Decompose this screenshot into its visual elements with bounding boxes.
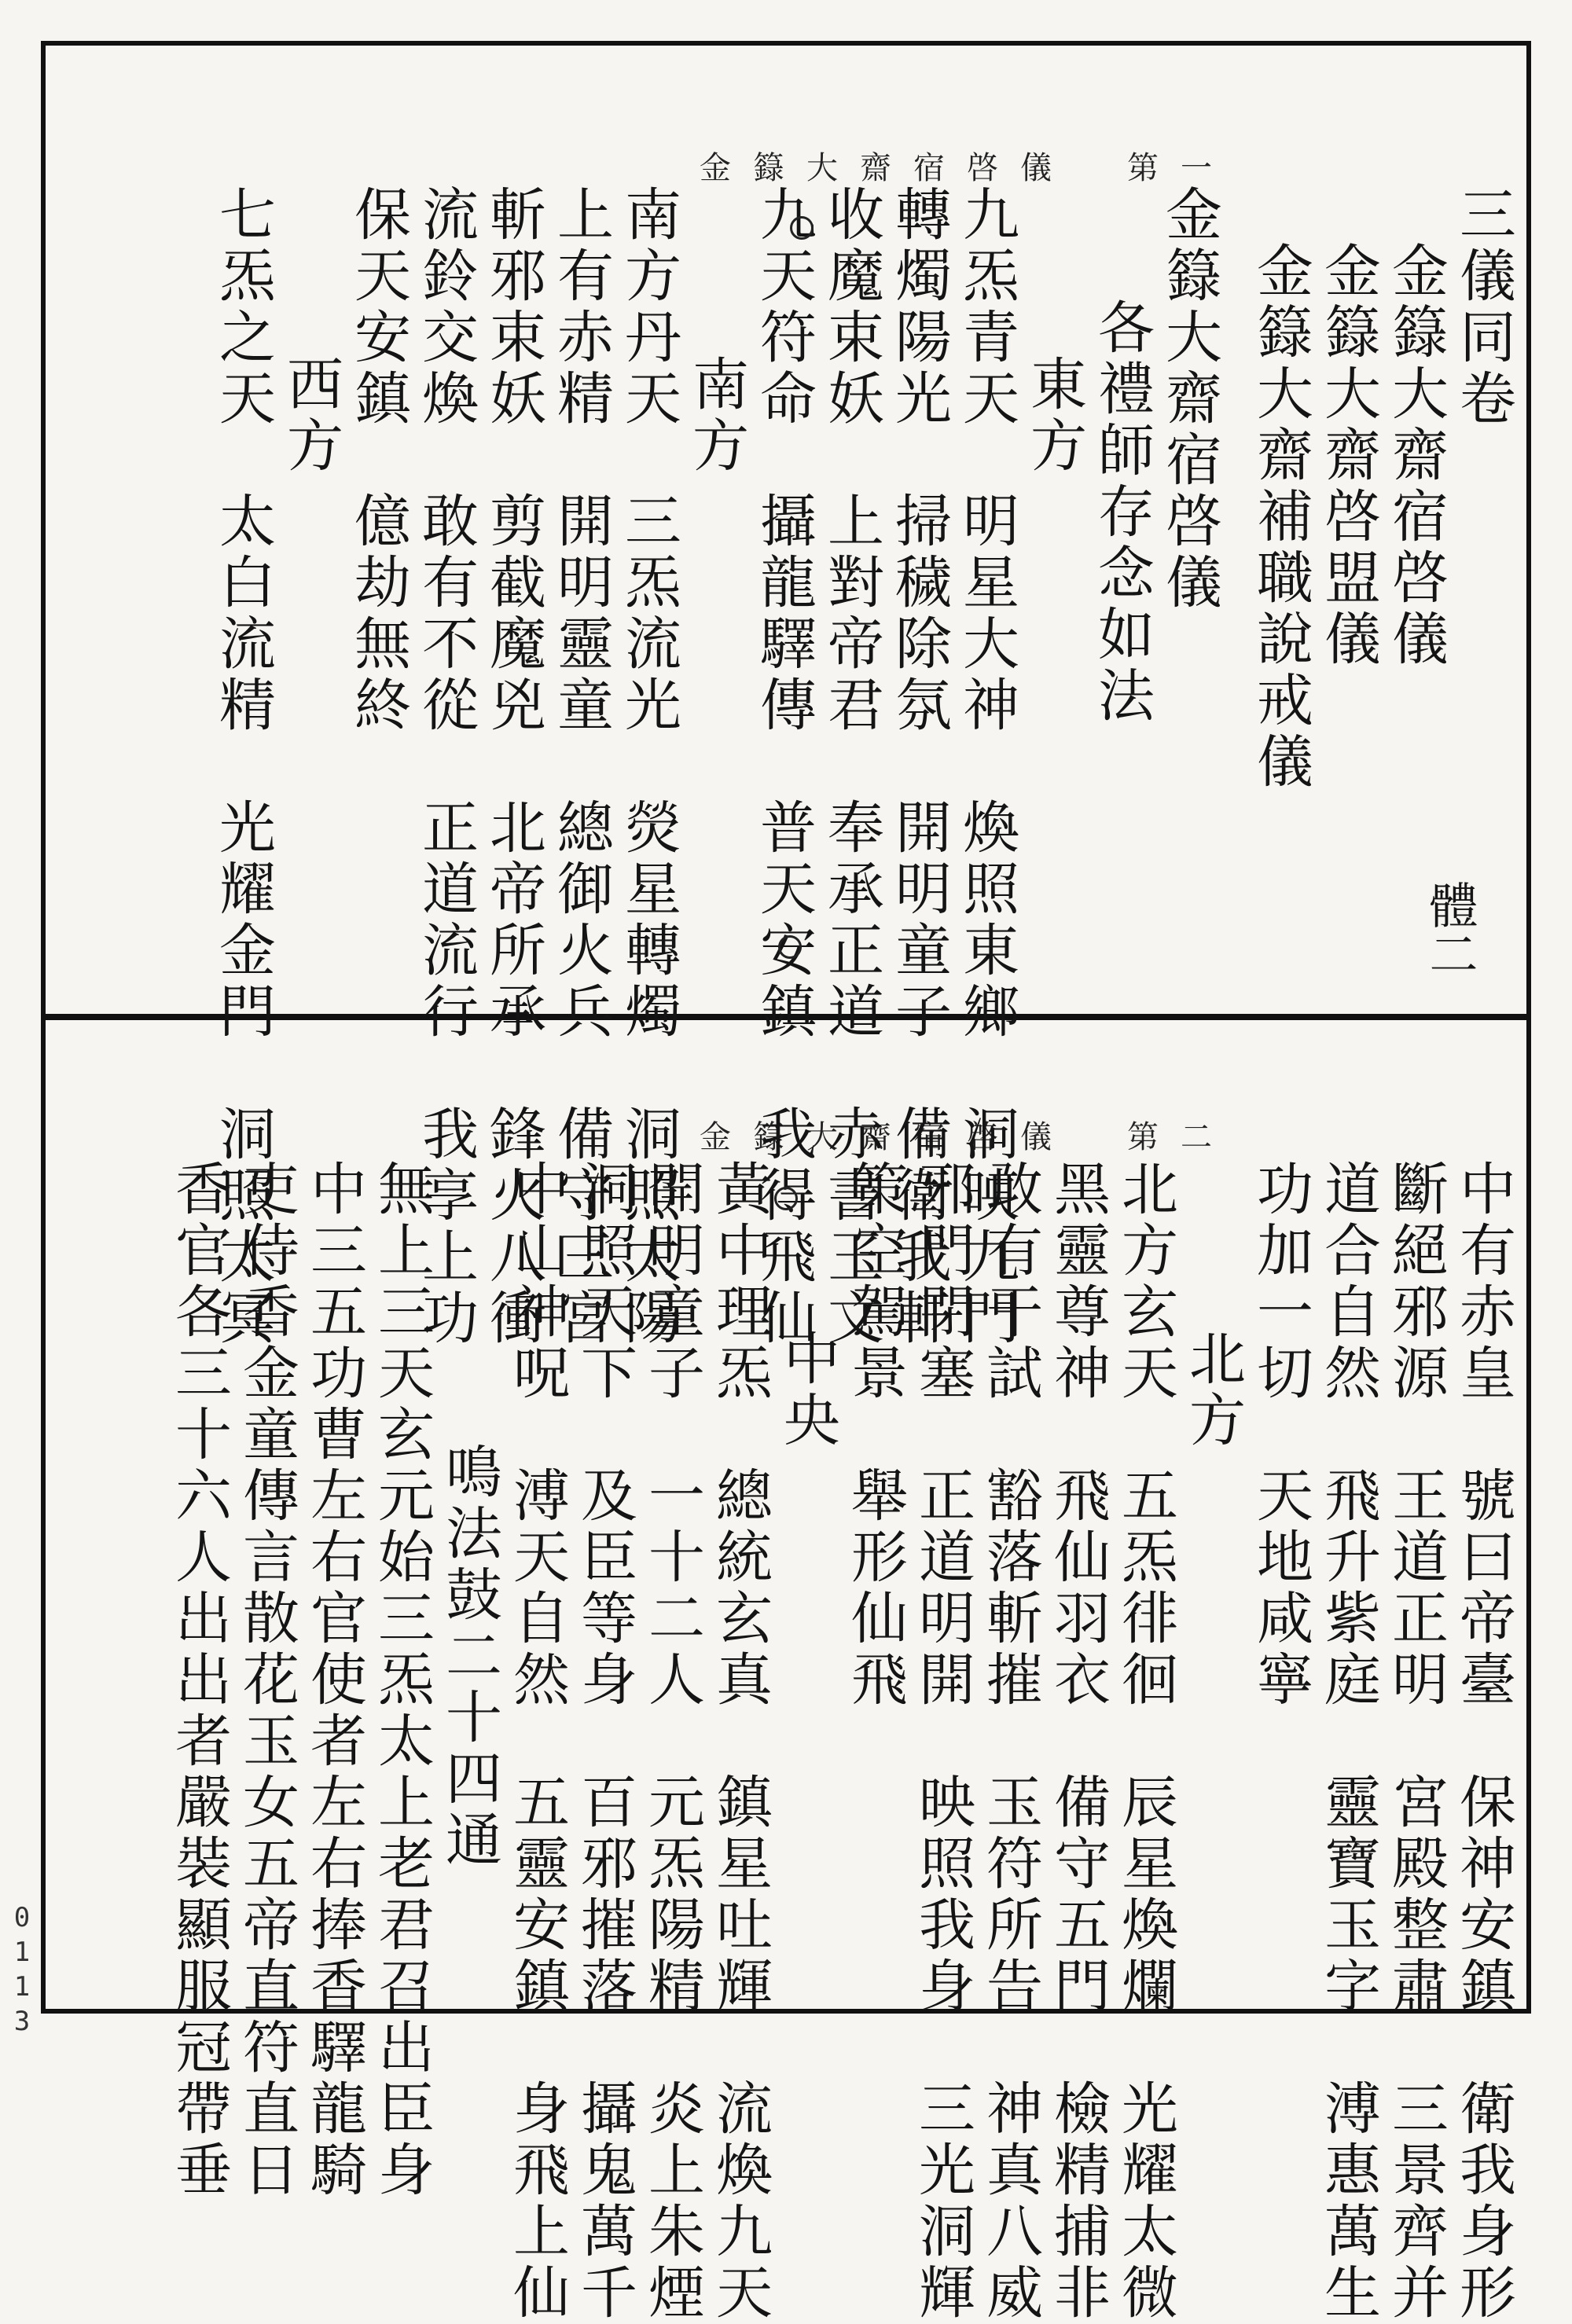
text-column: 中央 [774, 1329, 840, 1452]
text-column: 各禮師存念如法 [1089, 298, 1155, 727]
text-column: 洞照天下 及臣等身 百邪摧落 攝鬼萬千 [571, 1159, 637, 2324]
text-column: 開明童子 一十二人 元炁陽精 炎上朱煙 [639, 1159, 705, 2324]
text-column: 道合自然 飛升紫庭 靈寶玉字 溥惠萬生 [1315, 1159, 1381, 2324]
text-column: 三儀同卷 [1450, 185, 1516, 430]
text-column: 七炁之天 太白流精 光耀金門 洞照太冥 [210, 185, 276, 1349]
text-column: 策空駕景 舉形仙飛 [842, 1159, 908, 1711]
section-mark: 體二 [1421, 880, 1478, 978]
text-column: 無上三天玄元始三炁太上老君召出臣身 [369, 1159, 435, 2201]
page-number: 0113 [6, 1902, 38, 2040]
text-column: 黃中理炁 總統玄真 鎮星吐輝 流煥九天 [707, 1159, 773, 2324]
text-column: 北方 [1180, 1329, 1246, 1452]
text-column: 中有赤皇 號曰帝臺 保神安鎮 衛我身形 [1450, 1159, 1516, 2324]
text-column: 南方丹天 三炁流光 熒星轉燭 洞照太陽 [615, 185, 681, 1349]
text-column: 中三五功曹左右官使者左右捧香驛龍騎 [301, 1159, 367, 2201]
text-column: 斬邪束妖 剪截魔兇 北帝所承 鋒火八衝 [480, 185, 546, 1349]
text-column: 金籙大齋啓盟儀 [1315, 241, 1381, 670]
text-column: 流鈴交煥 敢有不從 正道流行 我享上功 [413, 185, 479, 1349]
text-column: 轉燭陽光 掃穢除氛 開明童子 備衛我軒 [886, 185, 952, 1349]
text-column: 鳴法鼓二十四通 [436, 1442, 502, 1871]
text-column: 保天安鎮 億劫無終 [345, 185, 411, 736]
text-column: 上有赤精 開明靈童 總御火兵 備守三宮 [548, 185, 614, 1349]
text-column: 香官各三十六人出出者嚴裝顯服冠帶垂 [166, 1159, 232, 2201]
text-column: 吏侍香金童傳言散花玉女五帝直符直日 [233, 1159, 299, 2201]
text-column: 中山神呪 溥天自然 五靈安鎮 身飛上仙 [504, 1159, 570, 2324]
text-column: 南方 [683, 354, 749, 477]
bottom-running-header: 金籙大齋宿啓儀 第二 [700, 1119, 1234, 1155]
text-column: 金籙大齋補職說戒儀 [1247, 241, 1313, 793]
top-running-header: 金籙大齋宿啓儀 第一 [700, 150, 1234, 186]
bottom-panel [55, 1159, 1548, 2324]
text-column: 西方 [277, 354, 343, 477]
text-column: 斷絕邪源 王道正明 宮殿整肅 三景齊并 [1383, 1159, 1449, 2324]
text-column: 九炁青天 明星大神 煥照東鄉 洞映九門 [953, 185, 1019, 1349]
text-column: 收魔束妖 上對帝君 奉承正道 赤書玉文 [818, 185, 884, 1349]
punctuation-circle [774, 1187, 798, 1210]
text-column: 黑靈尊神 飛仙羽衣 備守五門 檢精捕非 [1045, 1159, 1111, 2324]
punctuation-circle [778, 935, 802, 959]
text-column: 金籙大齋宿啓儀 [1156, 185, 1222, 614]
text-column: 北方玄天 五炁徘徊 辰星煥爛 光耀太微 [1112, 1159, 1178, 2324]
text-column: 東方 [1021, 354, 1087, 477]
text-column: 九天符命 攝龍驛傳 普天安鎮 我得飛仙 [751, 185, 817, 1349]
text-column: 邪門閉塞 正道明開 映照我身 三光洞輝 [909, 1159, 975, 2324]
text-column: 功加一切 天地咸寧 [1247, 1159, 1313, 1711]
punctuation-circle [790, 216, 814, 240]
text-column: 敢有干試 豁落斬摧 玉符所告 神真八威 [977, 1159, 1043, 2324]
text-column: 金籙大齋宿啓儀 [1383, 241, 1449, 670]
